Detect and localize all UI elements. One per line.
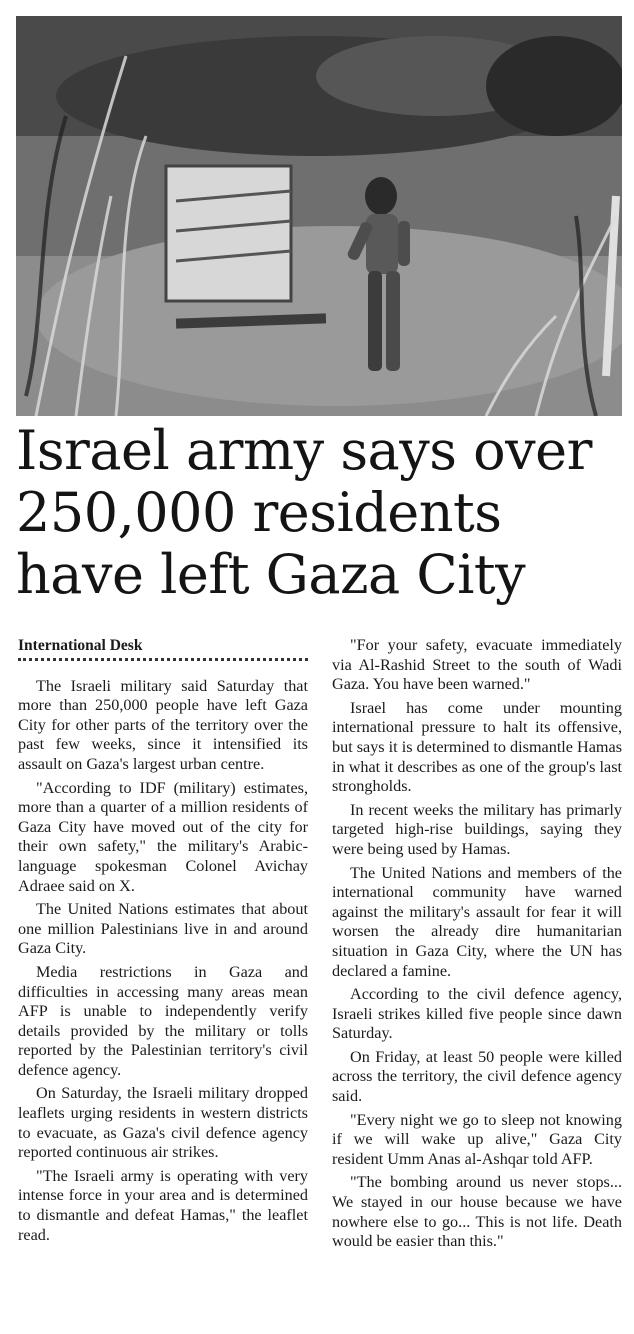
paragraph: "According to IDF (military) estimates, more than a quarter of a million residents of Gaza City have moved out of the city for their own safety," the military's Arabic-language spokesman Colonel Avichay Adraee said on X.: [18, 778, 308, 895]
headline-line-1: Israel army says over: [16, 419, 592, 482]
news-photo: [16, 16, 622, 416]
byline: International Desk: [18, 637, 143, 654]
paragraph: Israel has come under mounting international pressure to halt its offensive, but says it is determined to dismantle Hamas in what it describes as one of the group's last strongholds.: [332, 698, 622, 796]
paragraph: Media restrictions in Gaza and difficulties in accessing many areas mean AFP is unable to independently verify details provided by the military or tolls reported by the Palestinian territory's civil defence agency.: [18, 962, 308, 1079]
paragraph: In recent weeks the military has primarly targeted high-rise buildings, saying they were being used by Hamas.: [332, 800, 622, 858]
paragraph: "The Israeli army is operating with very intense force in your area and is determined to dismantle and defeat Hamas," the leaflet read.: [18, 1166, 308, 1244]
paragraph: On Friday, at least 50 people were killed across the territory, the civil defence agency said.: [332, 1047, 622, 1106]
paragraph: "The bombing around us never stops... We stayed in our house because we have nowhere else to go... This is not life. Death would be easier than this.": [332, 1173, 622, 1251]
headline-line-2: 250,000 residents: [16, 481, 502, 544]
dotted-divider: [18, 658, 308, 661]
article-column-right: [332, 636, 622, 1256]
paragraph: "For your safety, evacuate immediately via Al-Rashid Street to the south of Wadi Gaza. You have been warned.": [332, 636, 622, 694]
headline: [16, 420, 622, 606]
headline-line-3: have left Gaza City: [16, 543, 526, 606]
photo-illustration: [16, 16, 622, 416]
paragraph: The United Nations estimates that about one million Palestinians live in and around Gaza City.: [18, 900, 308, 958]
paragraph: On Saturday, the Israeli military dropped leaflets urging residents in western districts to evacuate, as Gaza's civil defence agency reported continuous air strikes.: [18, 1084, 308, 1162]
paragraph: The United Nations and members of the international community have warned against the military's assault for fear it will worsen the already dire humanitarian situation in Gaza City, where the UN has declared a famine.: [332, 863, 622, 980]
article-column-left: [18, 636, 308, 1249]
paragraph: "Every night we go to sleep not knowing if we will wake up alive," Gaza City resident Umm Anas al-Ashqar told AFP.: [332, 1110, 622, 1168]
paragraph: The Israeli military said Saturday that more than 250,000 people have left Gaza City for other parts of the territory over the past few weeks, since it intensified its assault on Gaza's largest urban centre.: [18, 676, 308, 773]
paragraph: According to the civil defence agency, Israeli strikes killed five people since dawn Saturday.: [332, 985, 622, 1043]
crate-shape: [166, 166, 291, 301]
